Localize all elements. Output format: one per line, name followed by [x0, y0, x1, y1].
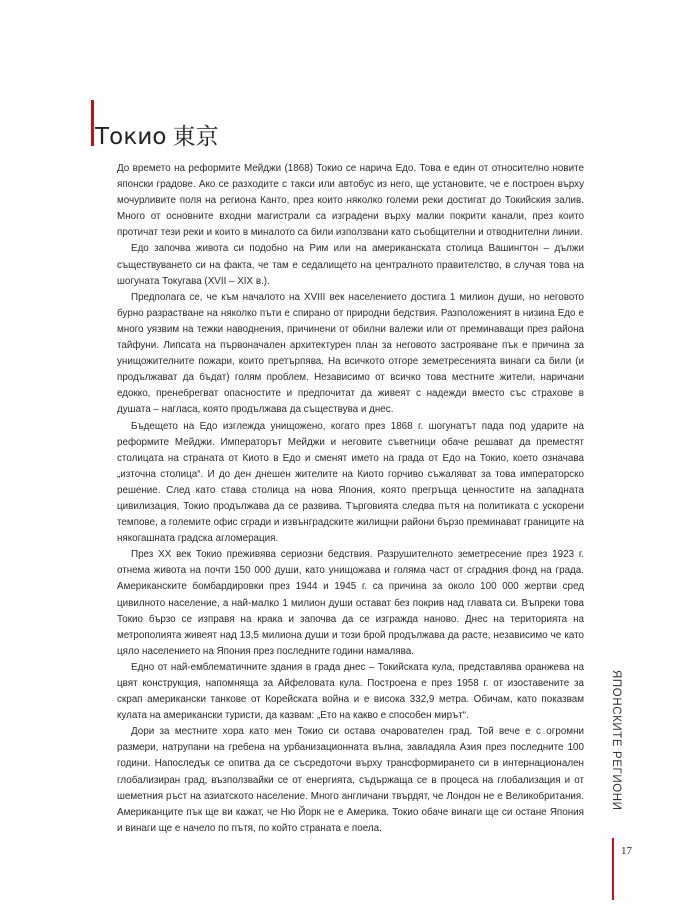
paragraph: Бъдещето на Едо изглежда унищожено, когато през 1868 г. шогунатът пада под ударите на реформите Мейджи. Императорът Мейджи и неговите съветници обаче решават да преместят столицата на страната от Киото в Едо и сменят името на града от Едо на Токио, което означава „източна столица“. И до ден днешен жителите на Киото горчиво съжаляват за това императорско решение. След като става столица на нова Япония, която прегръща ценностите на западната цивилизация, Токио продължава да се развива. Търговията следва пътя на политиката с ускорени темпове, а големите офис сгради и извънградските жилищни райони бързо преминават границите на някогашната градска агломерация. — [117, 420, 584, 545]
page-number: 17 — [621, 845, 632, 857]
title-accent-rule — [91, 100, 94, 146]
paragraph: Едно от най-емблематичните здания в града днес – Токийската кула, представлява оранжева на цвят конструкция, напомняща за Айфеловата кула. Построена е през 1958 г. от изоставените за скрап американски танкове от Корейската война и е висока 332,9 метра. Обичам, като показвам кулата на американски туристи, да казвам: „Ето на какво е способен мирът“. — [117, 661, 584, 722]
page-number-rule — [612, 838, 614, 900]
page-title-text: Токио — [95, 124, 167, 150]
paragraph: До времето на реформите Мейджи (1868) Токио се нарича Едо. Това е един от относително новите японски градове. Ако се разходите с такси или автобус из него, ще установите, че е построен върху мочурливите поля на региона Канто, през които няколко големи реки достигат до Токийския залив. Много от основните входни магистрали са изградени върху малки покрити канали, през които протичат тези реки и които в миналото са били използвани като съобщителни и отводнителни линии. — [117, 163, 584, 239]
section-label-text: ЯПОНСКИТЕ РЕГИОНИ — [610, 670, 622, 811]
paragraph: Предполага се, че към началото на XVIII век населението достига 1 милион души, но неговото бурно разрастване на няколко пъти е спирано от природни бедствия. Разположеният в низина Едо е много уязвим на тежки наводнения, причинени от обилни валежи или от преминаващи през района тайфуни. Липсата на първоначален архитектурен план за неговото застрояване пък е причина за унищожителните пожари, които претърпява. На всичкото отгоре земетресенията винаги са били (и продължават да бъдат) голям проблем. Независимо от всичко това местните жители, наричани едокко, пренебрегват опасностите и предпочитат да живеят с надежди вместо със страхове в душата – нагласа, която продължава да съществува и днес. — [117, 291, 584, 416]
paragraph: Едо започва живота си подобно на Рим или на американската столица Вашингтон – дължи съществуването си на факта, че там е седалището на централното правителство, в случая това на шогуната Токугава (XVII – XIX в.). — [117, 243, 584, 287]
paragraph: През XX век Токио преживява сериозни бедствия. Разрушителното земетресение през 1923 г. отнема живота на почти 150 000 души, като унищожава и голяма част от сградния фонд на града. Американските бомбардировки през 1944 и 1945 г. са причина за около 100 000 жертви сред цивилното население, а най-малко 1 милион души остават без покрив над главата си. Въпреки това Токио бързо се изправя на крака и започва да се изгражда наново. Днес на територията на метрополията живеят над 13,5 милиона души и този брой продължава да расте, независимо че като цяло населението на Япония през последните години намалява. — [117, 549, 584, 657]
article-body — [117, 161, 584, 837]
paragraph: Дори за местните хора като мен Токио си остава очарователен град. Той вече е с огромни размери, натрупани на гребена на урбанизационната вълна, завладяла Азия през последните 100 години. Напоследък се опитва да се съсредоточи върху трансформирането си в интернационален глобализиран град, възползвайки се от енергията, съдържаща се в процеса на глобализация и от шеметния ръст на азиатското население. Много англичани твърдят, че Лондон не е Великобритания. Американците пък ще ви кажат, че Ню Йорк не е Америка. Токио обаче винаги ще си остане Япония и винаги ще е начело по пътя, по който страната е поела. — [117, 726, 584, 834]
page-title — [95, 118, 219, 151]
page-title-kanji: 東京 — [172, 124, 219, 150]
section-side-label — [601, 670, 631, 860]
